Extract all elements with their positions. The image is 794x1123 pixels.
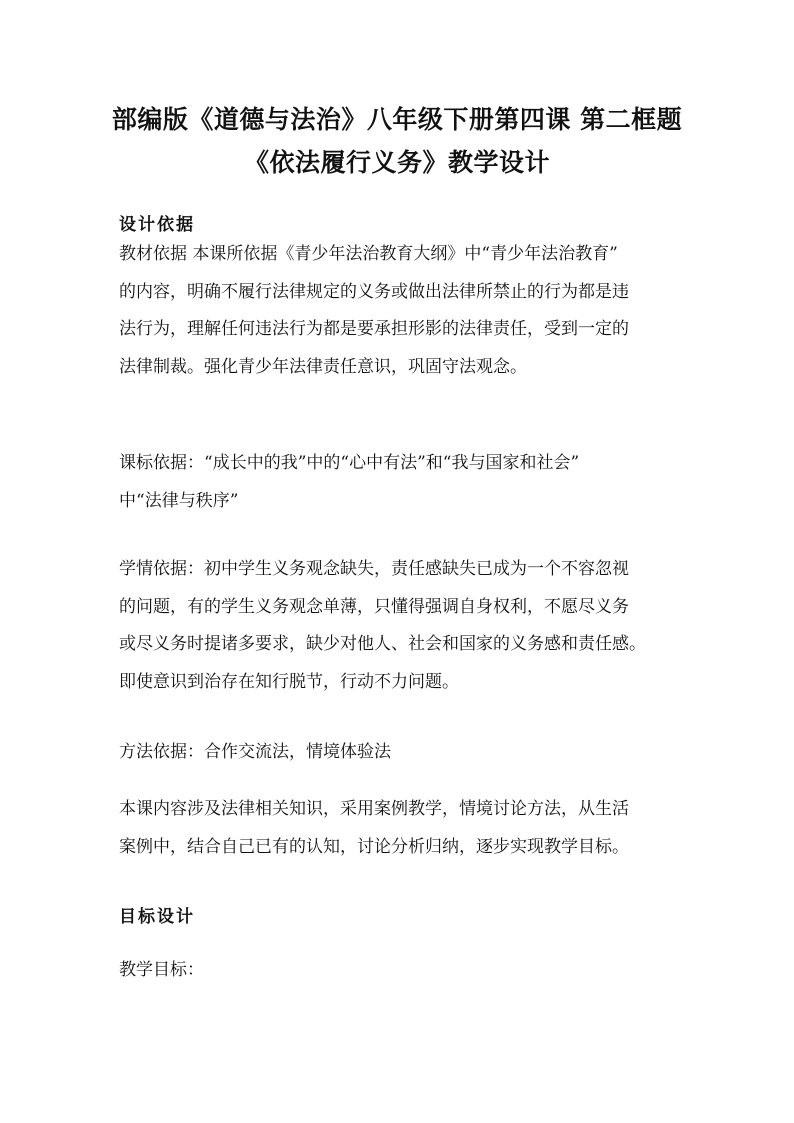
section-heading-goal-design: 目标设计 (119, 907, 195, 927)
paragraph-line: 或尽义务时提诸多要求，缺少对他人、社会和国家的义务感和责任感。 (119, 634, 646, 654)
document-title-line-2: 《依法履行义务》教学设计 (243, 148, 550, 177)
paragraph-line: 中“法律与秩序” (119, 490, 239, 511)
paragraph-teaching-goal (119, 952, 679, 990)
paragraph-line: 的内容，明确不履行法律规定的义务或做出法律所禁止的行为都是违 (119, 281, 629, 302)
paragraph-line: 学情依据：初中学生义务观念缺失，责任感缺失已成为一个不容忽视 (119, 559, 629, 579)
paragraph-line: 教材依据 本课所依据《青少年法治教育大纲》中“青少年法治教育” (119, 244, 618, 264)
paragraph-line: 法律制裁。强化青少年法律责任意识，巩固守法观念。 (119, 356, 527, 377)
section-heading-design-basis: 设计依据 (119, 215, 195, 235)
paragraph-method-basis (119, 734, 679, 772)
paragraph-line: 本课内容涉及法律相关知识，采用案例教学，情境讨论方法，从生活 (119, 799, 629, 819)
paragraph-line: 即使意识到治存在知行脱节，行动不力问题。 (119, 671, 459, 692)
paragraph-line: 方法依据：合作交流法，情境体验法 (119, 742, 391, 762)
paragraph-line: 课标依据：“成长中的我”中的“心中有法”和“我与国家和社会” (119, 453, 580, 473)
paragraph-line: 的问题，有的学生义务观念单薄，只懂得强调自身权利，不愿尽义务 (119, 596, 629, 617)
paragraph-line: 法行为，理解任何违法行为都是要承担形影的法律责任，受到一定的 (119, 319, 629, 339)
paragraph-line: 案例中，结合自己已有的认知，讨论分析归纳，逐步实现教学目标。 (119, 836, 629, 857)
paragraph-lesson-content (119, 791, 679, 866)
paragraph-textbook-basis (119, 236, 679, 386)
paragraph-line: 教学目标： (119, 960, 204, 980)
paragraph-curriculum-basis (119, 445, 679, 520)
document-title-line-1: 部编版《道德与法治》八年级下册第四课 第二框题 (111, 105, 683, 134)
paragraph-student-basis (119, 551, 679, 701)
